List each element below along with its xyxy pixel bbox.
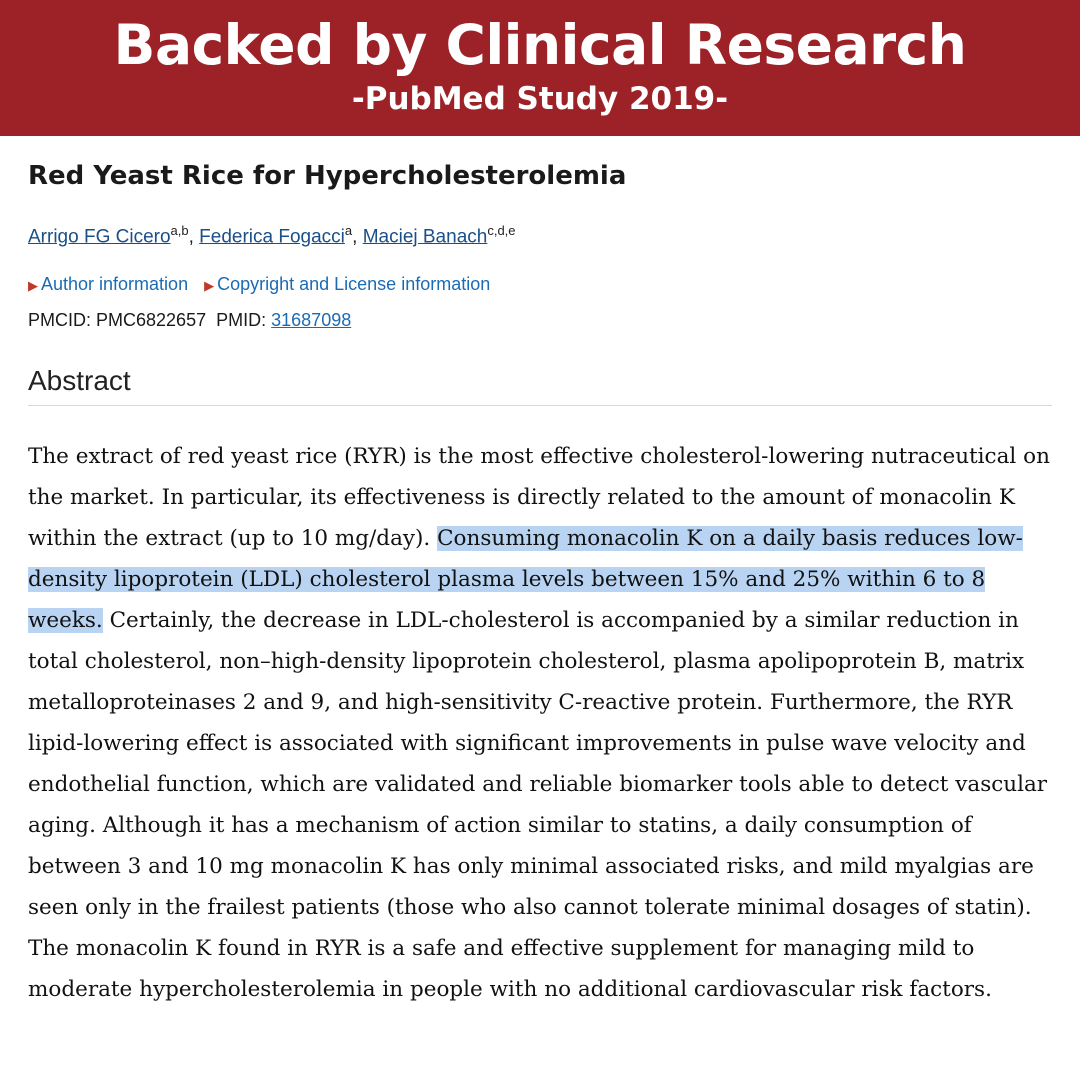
promo-banner: [0, 0, 1080, 136]
triangle-right-icon: ▶: [204, 278, 215, 294]
pmcid-value: PMC6822657: [96, 310, 207, 331]
article-card: [10, 142, 1070, 1058]
abstract-heading: Abstract: [28, 365, 131, 397]
author-link-3[interactable]: Maciej Banach: [362, 226, 488, 248]
identifier-row: [28, 310, 1052, 331]
pmid-link[interactable]: 31687098: [271, 310, 352, 331]
abstract-highlight: Consuming monacolin K on a daily basis reduces low-density lipoprotein (LDL) cholesterol plasma levels between 15% and 25% within 6 to 8 weeks.: [28, 526, 1023, 634]
abstract-text: [28, 436, 1052, 1010]
banner-title: Backed by Clinical Research: [113, 13, 967, 77]
banner-subtitle: -PubMed Study 2019-: [351, 81, 729, 117]
author-separator-2: ,: [352, 226, 363, 248]
author-separator-1: ,: [188, 226, 200, 248]
section-divider: [28, 405, 1052, 406]
author-affiliation-1: a,b: [170, 223, 189, 238]
author-list: [28, 218, 1052, 250]
abstract-part-1: The extract of red yeast rice (RYR) is the most effective cholesterol-lowering nutraceutical on the market. In particular, its effectiveness is directly related to the amount of monacolin K within the extract (up to 10 mg/day).: [28, 444, 1050, 552]
author-information-label: Author information: [41, 274, 189, 295]
pmid-label: PMID:: [216, 310, 267, 331]
pmcid-label: PMCID:: [28, 310, 91, 331]
author-affiliation-2: a: [344, 223, 353, 238]
copyright-license-label: Copyright and License information: [217, 274, 491, 295]
author-affiliation-3: c,d,e: [487, 223, 516, 238]
page-title: Red Yeast Rice for Hypercholesterolemia: [28, 161, 627, 191]
abstract-part-2: Certainly, the decrease in LDL-cholesterol is accompanied by a similar reduction in total cholesterol, non–high-density lipoprotein cholesterol, plasma apolipoprotein B, matrix metalloproteinases 2 and 9, and high-sensitivity C-reactive protein. Furthermore, the RYR lipid-lowering effect is associated with significant improvements in pulse wave velocity and endothelial function, which are validated and reliable biomarker tools able to detect vascular aging. Although it has a mechanism of action similar to statins, a daily consumption of between 3 and 10 mg monacolin K has only minimal associated risks, and mild myalgias are seen only in the frailest patients (those who also cannot tolerate minimal dosages of statin). The monacolin K found in RYR is a safe and effective supplement for managing mild to moderate hypercholesterolemia in people with no additional cardiovascular risk factors.: [28, 608, 1048, 1003]
author-link-1[interactable]: Arrigo FG Cicero: [28, 226, 171, 248]
author-link-2[interactable]: Federica Fogacci: [199, 226, 345, 248]
copyright-license-link[interactable]: [204, 274, 490, 294]
triangle-right-icon: ▶: [28, 278, 38, 294]
author-information-link[interactable]: [28, 274, 188, 294]
meta-link-row: [28, 272, 1052, 298]
